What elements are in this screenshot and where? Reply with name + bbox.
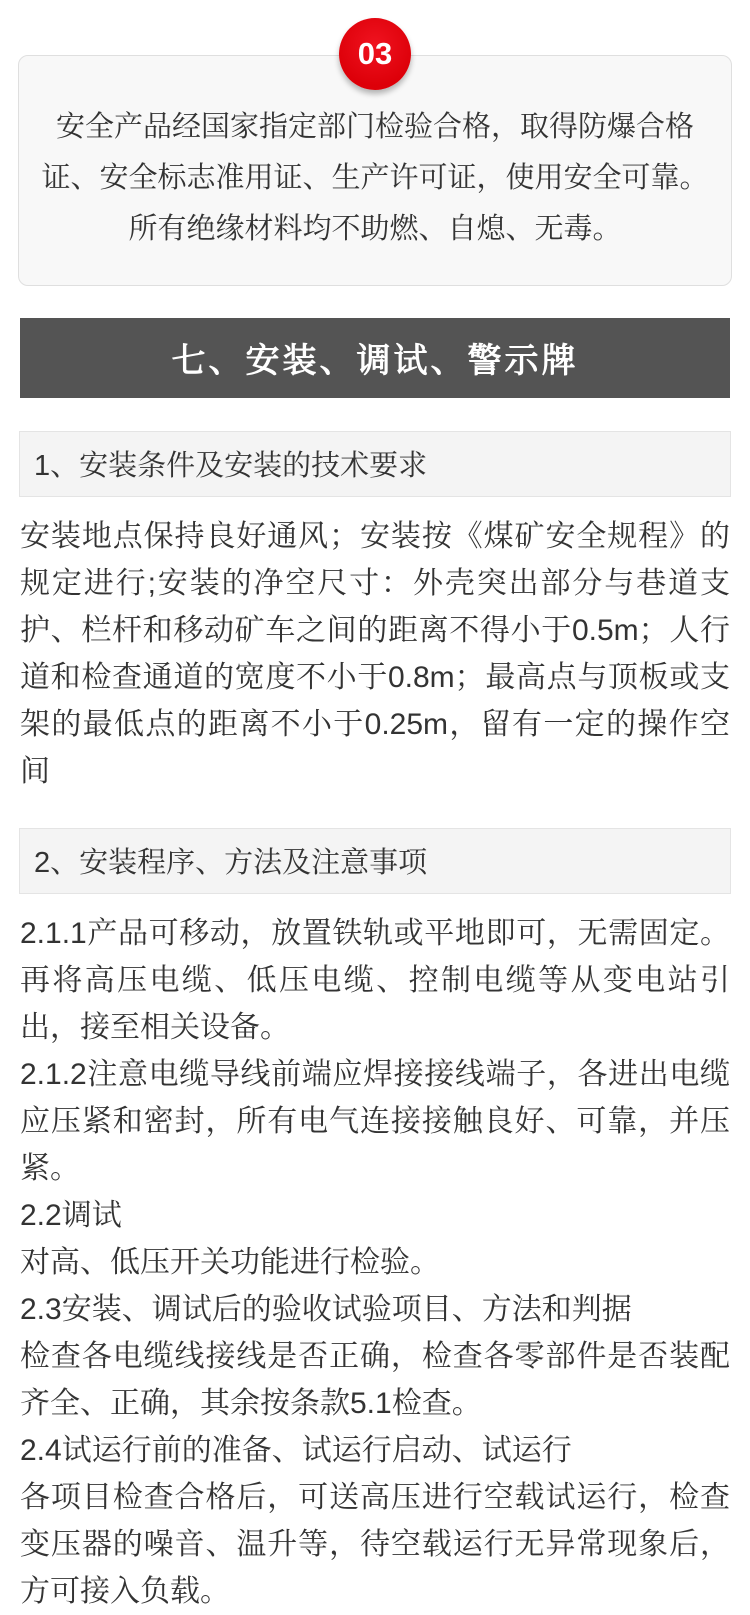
step-badge	[339, 18, 411, 90]
paragraph: 2.2调试	[20, 1199, 122, 1232]
main-title-bar: 七、安装、调试、警示牌	[20, 318, 730, 398]
section-body-2	[20, 910, 730, 1615]
section-body-1	[20, 513, 730, 795]
step-badge-number: 03	[357, 36, 393, 71]
intro-text: 安全产品经国家指定部门检验合格，取得防爆合格证、安全标志准用证、生产许可证，使用安全可靠。所有绝缘材料均不助燃、自熄、无毒。	[41, 111, 709, 245]
section-heading-1: 1、安装条件及安装的技术要求	[19, 431, 731, 497]
paragraph: 安装地点保持良好通风；安装按《煤矿安全规程》的规定进行;安装的净空尺寸：外壳突出部分与巷道支护、栏杆和移动矿车之间的距离不得小于0.5m；人行道和检查通道的宽度不小于0.8m；最高点与顶板或支架的最低点的距离不小于0.25m，留有一定的操作空间	[20, 520, 730, 788]
intro-section	[0, 0, 750, 286]
paragraph: 2.1.1产品可移动，放置铁轨或平地即可，无需固定。再将高压电缆、低压电缆、控制电缆等从变电站引出，接至相关设备。	[20, 917, 730, 1044]
paragraph: 对高、低压开关功能进行检验。	[20, 1246, 440, 1279]
paragraph: 各项目检查合格后，可送高压进行空载试运行，检查变压器的噪音、温升等，待空载运行无异常现象后，方可接入负载。	[20, 1481, 730, 1608]
paragraph: 2.4试运行前的准备、试运行启动、试运行	[20, 1434, 572, 1467]
paragraph: 2.3安装、调试后的验收试验项目、方法和判据	[20, 1293, 632, 1326]
paragraph: 2.1.2注意电缆导线前端应焊接接线端子，各进出电缆应压紧和密封，所有电气连接接触良好、可靠，并压紧。	[20, 1058, 730, 1185]
section-heading-2: 2、安装程序、方法及注意事项	[19, 828, 731, 894]
paragraph: 检查各电缆线接线是否正确，检查各零部件是否装配齐全、正确，其余按条款5.1检查。	[20, 1340, 730, 1420]
